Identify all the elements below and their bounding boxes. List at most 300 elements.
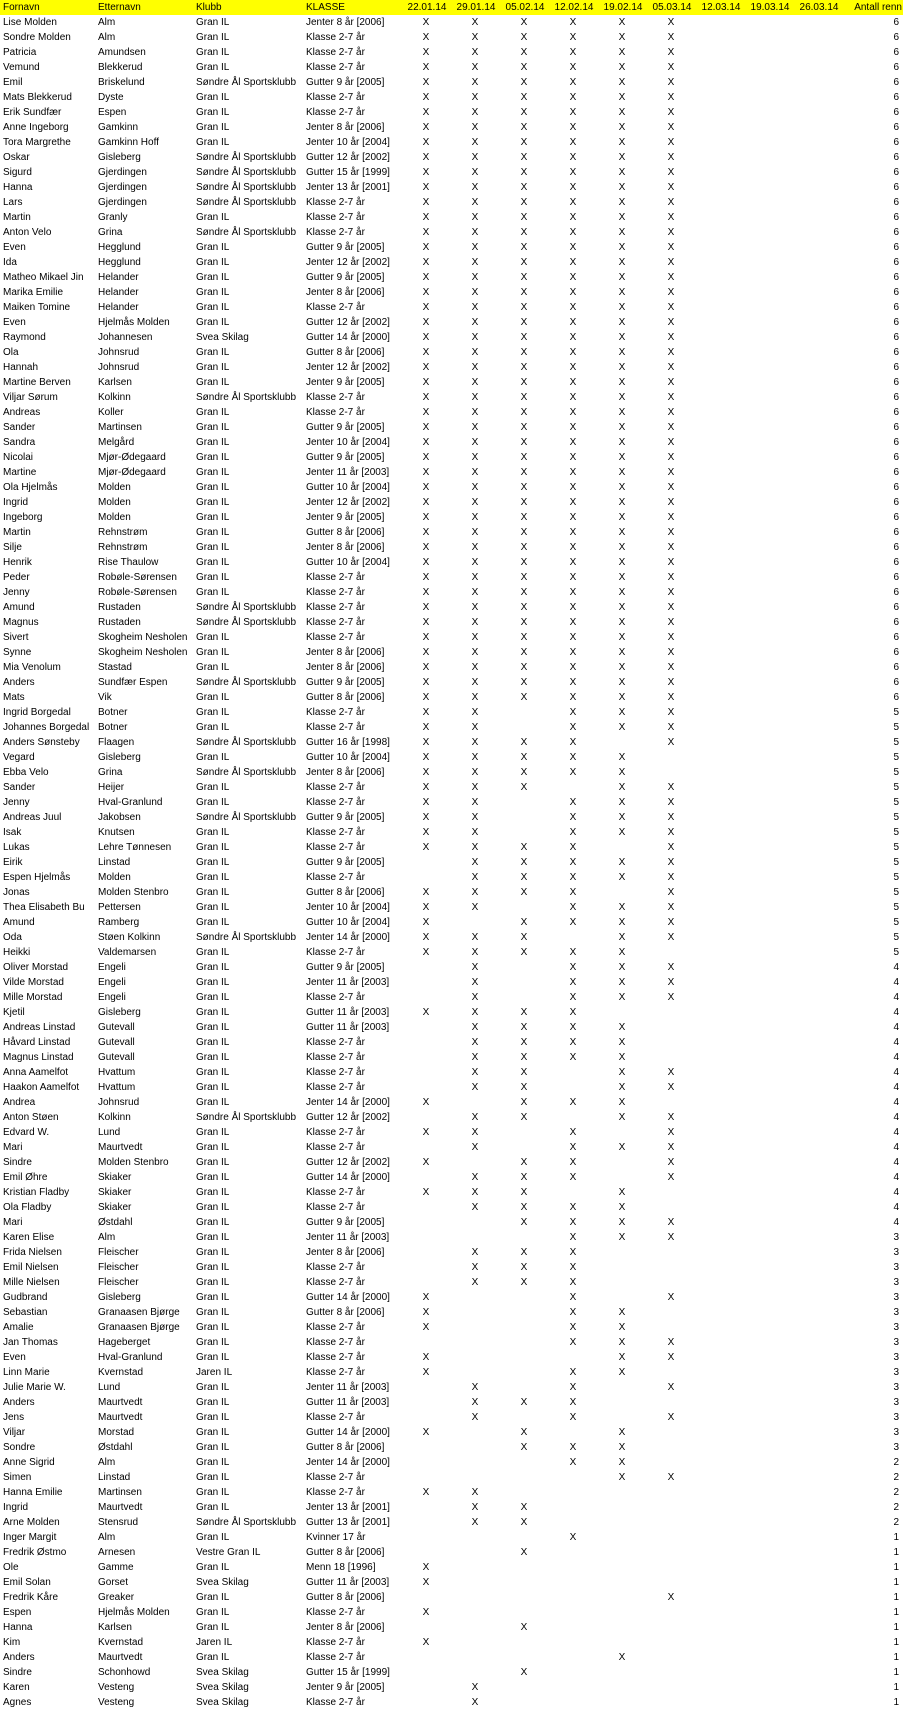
race-mark-cell[interactable]: X xyxy=(520,1427,528,1438)
table-row[interactable] xyxy=(0,1110,903,1125)
race-mark-cell[interactable]: X xyxy=(667,1157,675,1168)
first-name-cell[interactable]: Patricia xyxy=(3,47,37,58)
race-count-cell[interactable]: 4 xyxy=(893,1022,899,1033)
class-cell[interactable]: Klasse 2-7 år xyxy=(306,227,365,238)
table-row[interactable] xyxy=(0,1605,903,1620)
race-mark-cell[interactable]: X xyxy=(569,1412,577,1423)
club-cell[interactable]: Gran IL xyxy=(196,347,230,358)
table-row[interactable] xyxy=(0,375,903,390)
club-cell[interactable]: Svea Skilag xyxy=(196,1697,249,1708)
race-mark-cell[interactable]: X xyxy=(471,1502,479,1513)
race-mark-cell[interactable]: X xyxy=(569,827,577,838)
race-mark-cell[interactable]: X xyxy=(422,452,430,463)
race-mark-cell[interactable]: X xyxy=(618,1337,626,1348)
race-mark-cell[interactable]: X xyxy=(569,1307,577,1318)
class-cell[interactable]: Jenter 13 år [2001] xyxy=(306,1502,390,1513)
race-count-cell[interactable]: 5 xyxy=(893,797,899,808)
club-cell[interactable]: Gran IL xyxy=(196,962,230,973)
race-mark-cell[interactable]: X xyxy=(667,377,675,388)
race-count-cell[interactable]: 6 xyxy=(893,362,899,373)
race-mark-cell[interactable]: X xyxy=(471,1037,479,1048)
class-cell[interactable]: Klasse 2-7 år xyxy=(306,1322,365,1333)
table-row[interactable] xyxy=(0,1410,903,1425)
first-name-cell[interactable]: Emil Solan xyxy=(3,1577,51,1588)
club-cell[interactable]: Gran IL xyxy=(196,1022,230,1033)
race-mark-cell[interactable]: X xyxy=(569,17,577,28)
first-name-cell[interactable]: Vilde Morstad xyxy=(3,977,64,988)
race-mark-cell[interactable]: X xyxy=(520,767,528,778)
race-count-cell[interactable]: 4 xyxy=(893,962,899,973)
class-cell[interactable]: Gutter 14 år [2000] xyxy=(306,1172,390,1183)
table-row[interactable] xyxy=(0,540,903,555)
race-mark-cell[interactable]: X xyxy=(471,767,479,778)
race-mark-cell[interactable]: X xyxy=(667,182,675,193)
club-cell[interactable]: Gran IL xyxy=(196,1202,230,1213)
race-mark-cell[interactable]: X xyxy=(618,992,626,1003)
first-name-cell[interactable]: Karen xyxy=(3,1682,30,1693)
race-mark-cell[interactable]: X xyxy=(520,482,528,493)
race-mark-cell[interactable]: X xyxy=(667,887,675,898)
club-cell[interactable]: Søndre Ål Sportsklubb xyxy=(196,812,297,823)
race-mark-cell[interactable]: X xyxy=(471,1277,479,1288)
race-mark-cell[interactable]: X xyxy=(471,1487,479,1498)
last-name-cell[interactable]: Engeli xyxy=(98,962,126,973)
class-cell[interactable]: Klasse 2-7 år xyxy=(306,1262,365,1273)
last-name-cell[interactable]: Granly xyxy=(98,212,128,223)
table-row[interactable] xyxy=(0,1140,903,1155)
race-count-cell[interactable]: 3 xyxy=(893,1337,899,1348)
race-mark-cell[interactable]: X xyxy=(569,1202,577,1213)
club-cell[interactable]: Gran IL xyxy=(196,1007,230,1018)
first-name-cell[interactable]: Sindre xyxy=(3,1157,32,1168)
last-name-cell[interactable]: Molden xyxy=(98,497,131,508)
last-name-cell[interactable]: Gisleberg xyxy=(98,1292,141,1303)
race-mark-cell[interactable]: X xyxy=(569,1007,577,1018)
race-mark-cell[interactable]: X xyxy=(569,902,577,913)
race-mark-cell[interactable]: X xyxy=(471,587,479,598)
first-name-cell[interactable]: Heikki xyxy=(3,947,31,958)
first-name-cell[interactable]: Sebastian xyxy=(3,1307,48,1318)
table-row[interactable] xyxy=(0,690,903,705)
race-mark-cell[interactable]: X xyxy=(618,1352,626,1363)
last-name-cell[interactable]: Rehnstrøm xyxy=(98,527,148,538)
class-cell[interactable]: Jenter 11 år [2003] xyxy=(306,977,390,988)
race-mark-cell[interactable]: X xyxy=(618,587,626,598)
race-mark-cell[interactable]: X xyxy=(569,377,577,388)
race-mark-cell[interactable]: X xyxy=(667,1337,675,1348)
race-count-cell[interactable]: 4 xyxy=(893,1187,899,1198)
race-count-cell[interactable]: 3 xyxy=(893,1232,899,1243)
race-mark-cell[interactable]: X xyxy=(422,902,430,913)
race-mark-cell[interactable]: X xyxy=(471,887,479,898)
club-cell[interactable]: Gran IL xyxy=(196,137,230,148)
race-mark-cell[interactable]: X xyxy=(618,212,626,223)
race-mark-cell[interactable]: X xyxy=(667,47,675,58)
class-cell[interactable]: Jenter 8 år [2006] xyxy=(306,287,385,298)
race-mark-cell[interactable]: X xyxy=(422,632,430,643)
race-mark-cell[interactable]: X xyxy=(471,1142,479,1153)
club-cell[interactable]: Gran IL xyxy=(196,857,230,868)
race-mark-cell[interactable]: X xyxy=(422,572,430,583)
race-mark-cell[interactable]: X xyxy=(667,962,675,973)
race-mark-cell[interactable]: X xyxy=(667,722,675,733)
table-row[interactable] xyxy=(0,1650,903,1665)
table-row[interactable] xyxy=(0,1440,903,1455)
class-cell[interactable]: Gutter 9 år [2005] xyxy=(306,242,385,253)
race-mark-cell[interactable]: X xyxy=(520,1172,528,1183)
race-mark-cell[interactable]: X xyxy=(618,17,626,28)
class-cell[interactable]: Klasse 2-7 år xyxy=(306,1277,365,1288)
club-cell[interactable]: Gran IL xyxy=(196,467,230,478)
class-cell[interactable]: Klasse 2-7 år xyxy=(306,842,365,853)
race-mark-cell[interactable]: X xyxy=(471,32,479,43)
club-cell[interactable]: Søndre Ål Sportsklubb xyxy=(196,197,297,208)
table-row[interactable] xyxy=(0,240,903,255)
race-mark-cell[interactable]: X xyxy=(667,797,675,808)
race-mark-cell[interactable]: X xyxy=(569,497,577,508)
race-mark-cell[interactable]: X xyxy=(618,377,626,388)
race-mark-cell[interactable]: X xyxy=(667,362,675,373)
club-cell[interactable]: Gran IL xyxy=(196,1427,230,1438)
race-count-cell[interactable]: 2 xyxy=(893,1487,899,1498)
first-name-cell[interactable]: Andreas Juul xyxy=(3,812,62,823)
race-count-cell[interactable]: 3 xyxy=(893,1397,899,1408)
first-name-cell[interactable]: Anders Sønsteby xyxy=(3,737,80,748)
last-name-cell[interactable]: Maurtvedt xyxy=(98,1652,143,1663)
race-mark-cell[interactable]: X xyxy=(569,77,577,88)
race-mark-cell[interactable]: X xyxy=(471,1247,479,1258)
table-row[interactable] xyxy=(0,465,903,480)
class-cell[interactable]: Menn 18 [1996] xyxy=(306,1562,376,1573)
club-cell[interactable]: Gran IL xyxy=(196,122,230,133)
race-mark-cell[interactable]: X xyxy=(471,437,479,448)
race-count-cell[interactable]: 3 xyxy=(893,1442,899,1453)
race-mark-cell[interactable]: X xyxy=(667,1142,675,1153)
race-mark-cell[interactable]: X xyxy=(520,1187,528,1198)
race-count-cell[interactable]: 6 xyxy=(893,332,899,343)
race-mark-cell[interactable]: X xyxy=(569,872,577,883)
race-mark-cell[interactable]: X xyxy=(422,1097,430,1108)
first-name-cell[interactable]: Vegard xyxy=(3,752,35,763)
race-mark-cell[interactable]: X xyxy=(618,1367,626,1378)
class-cell[interactable]: Gutter 16 år [1998] xyxy=(306,737,390,748)
race-count-cell[interactable]: 3 xyxy=(893,1247,899,1258)
race-mark-cell[interactable]: X xyxy=(422,77,430,88)
race-count-cell[interactable]: 6 xyxy=(893,632,899,643)
race-count-cell[interactable]: 3 xyxy=(893,1367,899,1378)
last-name-cell[interactable]: Gutevall xyxy=(98,1022,135,1033)
last-name-cell[interactable]: Vik xyxy=(98,692,112,703)
race-mark-cell[interactable]: X xyxy=(667,542,675,553)
last-name-cell[interactable]: Mjør-Ødegaard xyxy=(98,452,166,463)
race-mark-cell[interactable]: X xyxy=(569,92,577,103)
race-mark-cell[interactable]: X xyxy=(520,407,528,418)
race-count-cell[interactable]: 5 xyxy=(893,857,899,868)
race-mark-cell[interactable]: X xyxy=(520,377,528,388)
class-cell[interactable]: Klasse 2-7 år xyxy=(306,1352,365,1363)
race-mark-cell[interactable]: X xyxy=(520,182,528,193)
club-cell[interactable]: Gran IL xyxy=(196,1652,230,1663)
race-mark-cell[interactable]: X xyxy=(569,1037,577,1048)
race-mark-cell[interactable]: X xyxy=(471,722,479,733)
race-count-cell[interactable]: 6 xyxy=(893,647,899,658)
race-mark-cell[interactable]: X xyxy=(520,392,528,403)
race-count-cell[interactable]: 6 xyxy=(893,677,899,688)
race-mark-cell[interactable]: X xyxy=(471,512,479,523)
class-cell[interactable]: Klasse 2-7 år xyxy=(306,107,365,118)
race-mark-cell[interactable]: X xyxy=(618,1052,626,1063)
race-count-cell[interactable]: 1 xyxy=(893,1697,899,1708)
race-count-cell[interactable]: 4 xyxy=(893,1202,899,1213)
race-mark-cell[interactable]: X xyxy=(422,932,430,943)
last-name-cell[interactable]: Alm xyxy=(98,32,116,43)
table-row[interactable] xyxy=(0,15,903,30)
race-count-cell[interactable]: 6 xyxy=(893,392,899,403)
race-mark-cell[interactable]: X xyxy=(422,122,430,133)
last-name-cell[interactable]: Amundsen xyxy=(98,47,146,58)
table-row[interactable] xyxy=(0,525,903,540)
race-mark-cell[interactable]: X xyxy=(520,572,528,583)
table-row[interactable] xyxy=(0,1185,903,1200)
last-name-cell[interactable]: Mjør-Ødegaard xyxy=(98,467,166,478)
first-name-cell[interactable]: Emil Nielsen xyxy=(3,1262,59,1273)
race-mark-cell[interactable]: X xyxy=(618,512,626,523)
first-name-cell[interactable]: Sandra xyxy=(3,437,36,448)
table-row[interactable] xyxy=(0,1245,903,1260)
table-row[interactable] xyxy=(0,495,903,510)
table-row[interactable] xyxy=(0,45,903,60)
first-name-cell[interactable]: Frida Nielsen xyxy=(3,1247,62,1258)
first-name-cell[interactable]: Sondre Molden xyxy=(3,32,71,43)
race-mark-cell[interactable]: X xyxy=(520,1547,528,1558)
class-cell[interactable]: Jenter 12 år [2002] xyxy=(306,362,390,373)
race-mark-cell[interactable]: X xyxy=(471,542,479,553)
club-cell[interactable]: Søndre Ål Sportsklubb xyxy=(196,767,297,778)
race-count-cell[interactable]: 6 xyxy=(893,107,899,118)
last-name-cell[interactable]: Gamkinn Hoff xyxy=(98,137,159,148)
race-count-cell[interactable]: 4 xyxy=(893,1127,899,1138)
last-name-cell[interactable]: Skogheim Nesholen xyxy=(98,647,188,658)
race-mark-cell[interactable]: X xyxy=(569,1532,577,1543)
last-name-cell[interactable]: Hjelmås Molden xyxy=(98,1607,170,1618)
club-cell[interactable]: Gran IL xyxy=(196,1337,230,1348)
club-cell[interactable]: Gran IL xyxy=(196,32,230,43)
race-mark-cell[interactable]: X xyxy=(569,1322,577,1333)
last-name-cell[interactable]: Hegglund xyxy=(98,257,141,268)
class-cell[interactable]: Klasse 2-7 år xyxy=(306,212,365,223)
race-mark-cell[interactable]: X xyxy=(618,32,626,43)
club-cell[interactable]: Gran IL xyxy=(196,1412,230,1423)
race-mark-cell[interactable]: X xyxy=(422,167,430,178)
last-name-cell[interactable]: Molden xyxy=(98,512,131,523)
club-cell[interactable]: Gran IL xyxy=(196,1262,230,1273)
race-mark-cell[interactable]: X xyxy=(422,197,430,208)
race-count-cell[interactable]: 1 xyxy=(893,1562,899,1573)
table-row[interactable] xyxy=(0,915,903,930)
class-cell[interactable]: Klasse 2-7 år xyxy=(306,1187,365,1198)
race-mark-cell[interactable]: X xyxy=(618,257,626,268)
last-name-cell[interactable]: Granaasen Bjørge xyxy=(98,1322,180,1333)
race-count-cell[interactable]: 6 xyxy=(893,557,899,568)
table-row[interactable] xyxy=(0,60,903,75)
race-mark-cell[interactable]: X xyxy=(422,1352,430,1363)
last-name-cell[interactable]: Flaagen xyxy=(98,737,135,748)
class-cell[interactable]: Jenter 8 år [2006] xyxy=(306,122,385,133)
table-row[interactable] xyxy=(0,1620,903,1635)
first-name-cell[interactable]: Oda xyxy=(3,932,22,943)
race-mark-cell[interactable]: X xyxy=(618,527,626,538)
club-cell[interactable]: Svea Skilag xyxy=(196,332,249,343)
race-mark-cell[interactable]: X xyxy=(618,167,626,178)
race-mark-cell[interactable]: X xyxy=(422,302,430,313)
class-cell[interactable]: Jenter 11 år [2003] xyxy=(306,1232,390,1243)
table-row[interactable] xyxy=(0,1545,903,1560)
race-mark-cell[interactable]: X xyxy=(520,497,528,508)
race-mark-cell[interactable]: X xyxy=(667,17,675,28)
race-mark-cell[interactable]: X xyxy=(520,332,528,343)
race-count-cell[interactable]: 1 xyxy=(893,1667,899,1678)
race-mark-cell[interactable]: X xyxy=(618,1187,626,1198)
race-mark-cell[interactable]: X xyxy=(569,1397,577,1408)
col-header-date[interactable]: 05.03.14 xyxy=(652,2,692,13)
race-mark-cell[interactable]: X xyxy=(618,1082,626,1093)
first-name-cell[interactable]: Martin xyxy=(3,527,31,538)
race-count-cell[interactable]: 5 xyxy=(893,722,899,733)
table-row[interactable] xyxy=(0,750,903,765)
last-name-cell[interactable]: Skiaker xyxy=(98,1187,132,1198)
race-mark-cell[interactable]: X xyxy=(422,317,430,328)
race-mark-cell[interactable]: X xyxy=(667,1112,675,1123)
last-name-cell[interactable]: Maurtvedt xyxy=(98,1142,143,1153)
race-mark-cell[interactable]: X xyxy=(520,1037,528,1048)
last-name-cell[interactable]: Martinsen xyxy=(98,1487,142,1498)
class-cell[interactable]: Gutter 14 år [2000] xyxy=(306,1427,390,1438)
race-mark-cell[interactable]: X xyxy=(618,572,626,583)
race-mark-cell[interactable]: X xyxy=(520,317,528,328)
race-mark-cell[interactable]: X xyxy=(471,302,479,313)
race-mark-cell[interactable]: X xyxy=(520,1157,528,1168)
race-mark-cell[interactable]: X xyxy=(618,557,626,568)
race-mark-cell[interactable]: X xyxy=(471,992,479,1003)
race-mark-cell[interactable]: X xyxy=(520,1067,528,1078)
club-cell[interactable]: Gran IL xyxy=(196,1082,230,1093)
race-count-cell[interactable]: 4 xyxy=(893,1172,899,1183)
club-cell[interactable]: Gran IL xyxy=(196,752,230,763)
race-mark-cell[interactable]: X xyxy=(569,32,577,43)
race-mark-cell[interactable]: X xyxy=(569,227,577,238)
race-count-cell[interactable]: 5 xyxy=(893,752,899,763)
last-name-cell[interactable]: Vesteng xyxy=(98,1697,135,1708)
class-cell[interactable]: Klasse 2-7 år xyxy=(306,1607,365,1618)
race-mark-cell[interactable]: X xyxy=(520,1667,528,1678)
class-cell[interactable]: Jenter 12 år [2002] xyxy=(306,257,390,268)
race-mark-cell[interactable]: X xyxy=(422,362,430,373)
table-row[interactable] xyxy=(0,795,903,810)
club-cell[interactable]: Gran IL xyxy=(196,1532,230,1543)
club-cell[interactable]: Gran IL xyxy=(196,842,230,853)
col-header-date[interactable]: 12.03.14 xyxy=(701,2,741,13)
race-mark-cell[interactable]: X xyxy=(422,32,430,43)
club-cell[interactable]: Gran IL xyxy=(196,482,230,493)
first-name-cell[interactable]: Sigurd xyxy=(3,167,32,178)
race-mark-cell[interactable]: X xyxy=(471,152,479,163)
race-mark-cell[interactable]: X xyxy=(520,47,528,58)
last-name-cell[interactable]: Hageberget xyxy=(98,1337,151,1348)
race-mark-cell[interactable]: X xyxy=(471,122,479,133)
race-mark-cell[interactable]: X xyxy=(471,947,479,958)
first-name-cell[interactable]: Mari xyxy=(3,1142,23,1153)
race-mark-cell[interactable]: X xyxy=(520,1247,528,1258)
class-cell[interactable]: Klasse 2-7 år xyxy=(306,782,365,793)
first-name-cell[interactable]: Kim xyxy=(3,1637,21,1648)
race-mark-cell[interactable]: X xyxy=(569,407,577,418)
last-name-cell[interactable]: Maurtvedt xyxy=(98,1502,143,1513)
race-mark-cell[interactable]: X xyxy=(667,632,675,643)
race-mark-cell[interactable]: X xyxy=(667,677,675,688)
race-mark-cell[interactable]: X xyxy=(471,977,479,988)
race-mark-cell[interactable]: X xyxy=(618,362,626,373)
table-row[interactable] xyxy=(0,555,903,570)
table-row[interactable] xyxy=(0,1560,903,1575)
class-cell[interactable]: Jenter 8 år [2006] xyxy=(306,647,385,658)
race-mark-cell[interactable]: X xyxy=(618,542,626,553)
first-name-cell[interactable]: Gudbrand xyxy=(3,1292,48,1303)
table-row[interactable] xyxy=(0,360,903,375)
last-name-cell[interactable]: Melgård xyxy=(98,437,135,448)
race-mark-cell[interactable]: X xyxy=(422,407,430,418)
first-name-cell[interactable]: Ole xyxy=(3,1562,19,1573)
last-name-cell[interactable]: Linstad xyxy=(98,857,131,868)
race-mark-cell[interactable]: X xyxy=(618,1442,626,1453)
class-cell[interactable]: Klasse 2-7 år xyxy=(306,572,365,583)
last-name-cell[interactable]: Granaasen Bjørge xyxy=(98,1307,180,1318)
class-cell[interactable]: Klasse 2-7 år xyxy=(306,722,365,733)
class-cell[interactable]: Jenter 11 år [2003] xyxy=(306,1382,390,1393)
race-count-cell[interactable]: 6 xyxy=(893,482,899,493)
race-mark-cell[interactable]: X xyxy=(569,857,577,868)
first-name-cell[interactable]: Inger Margit xyxy=(3,1532,57,1543)
race-count-cell[interactable]: 6 xyxy=(893,212,899,223)
last-name-cell[interactable]: Skiaker xyxy=(98,1202,132,1213)
race-count-cell[interactable]: 6 xyxy=(893,497,899,508)
race-mark-cell[interactable]: X xyxy=(569,122,577,133)
race-mark-cell[interactable]: X xyxy=(422,212,430,223)
race-mark-cell[interactable]: X xyxy=(471,1082,479,1093)
table-row[interactable] xyxy=(0,345,903,360)
race-mark-cell[interactable]: X xyxy=(422,1157,430,1168)
last-name-cell[interactable]: Helander xyxy=(98,287,139,298)
first-name-cell[interactable]: Marika Emilie xyxy=(3,287,64,298)
race-mark-cell[interactable]: X xyxy=(569,1022,577,1033)
club-cell[interactable]: Gran IL xyxy=(196,512,230,523)
last-name-cell[interactable]: Lehre Tønnesen xyxy=(98,842,172,853)
race-mark-cell[interactable]: X xyxy=(520,1082,528,1093)
last-name-cell[interactable]: Knutsen xyxy=(98,827,135,838)
first-name-cell[interactable]: Anna Aamelfot xyxy=(3,1067,69,1078)
race-mark-cell[interactable]: X xyxy=(667,917,675,928)
race-count-cell[interactable]: 4 xyxy=(893,1142,899,1153)
race-mark-cell[interactable]: X xyxy=(422,92,430,103)
race-count-cell[interactable]: 3 xyxy=(893,1277,899,1288)
race-mark-cell[interactable]: X xyxy=(471,557,479,568)
race-mark-cell[interactable]: X xyxy=(618,722,626,733)
race-mark-cell[interactable]: X xyxy=(422,887,430,898)
club-cell[interactable]: Gran IL xyxy=(196,1307,230,1318)
race-mark-cell[interactable]: X xyxy=(569,392,577,403)
table-row[interactable] xyxy=(0,1035,903,1050)
race-mark-cell[interactable]: X xyxy=(471,752,479,763)
race-mark-cell[interactable]: X xyxy=(471,632,479,643)
